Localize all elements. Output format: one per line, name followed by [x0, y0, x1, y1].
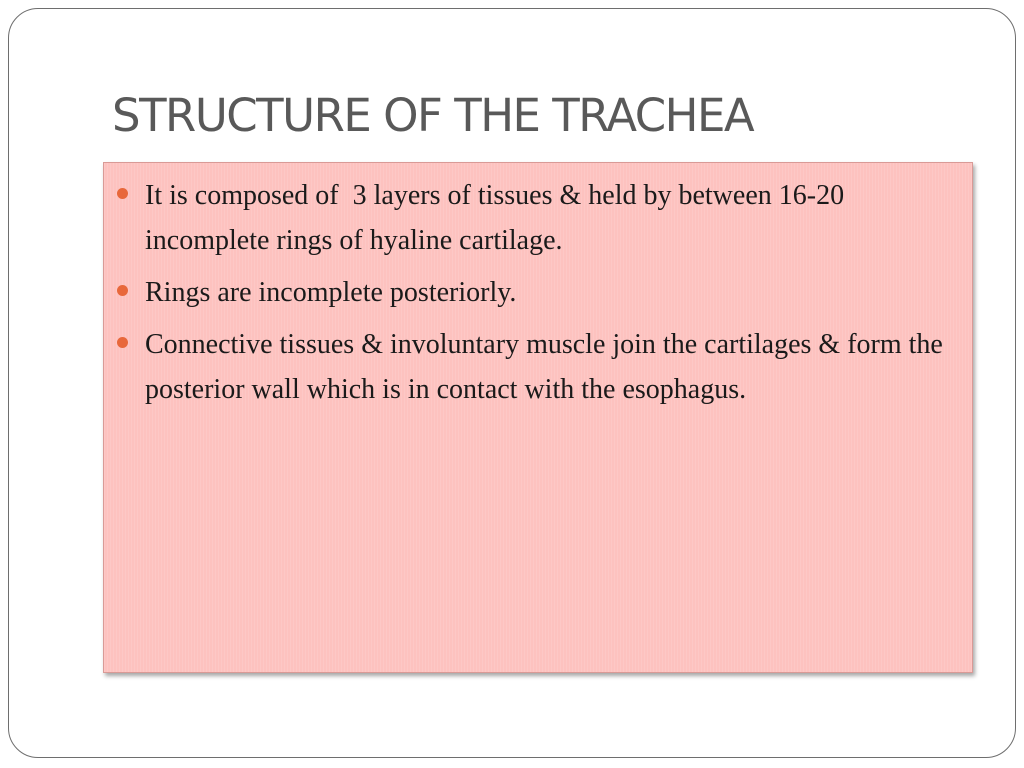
bullet-text: It is composed of 3 layers of tissues & held by between 16-20 incomplete rings of hyaline cartilage. — [145, 180, 852, 256]
bullet-dot-icon — [117, 337, 128, 348]
bullet-item — [116, 270, 968, 315]
bullet-dot-icon — [117, 285, 128, 296]
bullet-text: Connective tissues & involuntary muscle join the cartilages & form the posterior wall which is in contact with the esophagus. — [145, 329, 950, 405]
bullet-text: Rings are incomplete posteriorly. — [145, 277, 517, 308]
slide-title: STRUCTURE OF THE TRACHEA — [112, 89, 754, 142]
bullet-item — [116, 322, 968, 412]
bullet-list — [116, 173, 968, 419]
content-box — [103, 162, 973, 673]
bullet-dot-icon — [117, 188, 128, 199]
bullet-item — [116, 173, 968, 263]
